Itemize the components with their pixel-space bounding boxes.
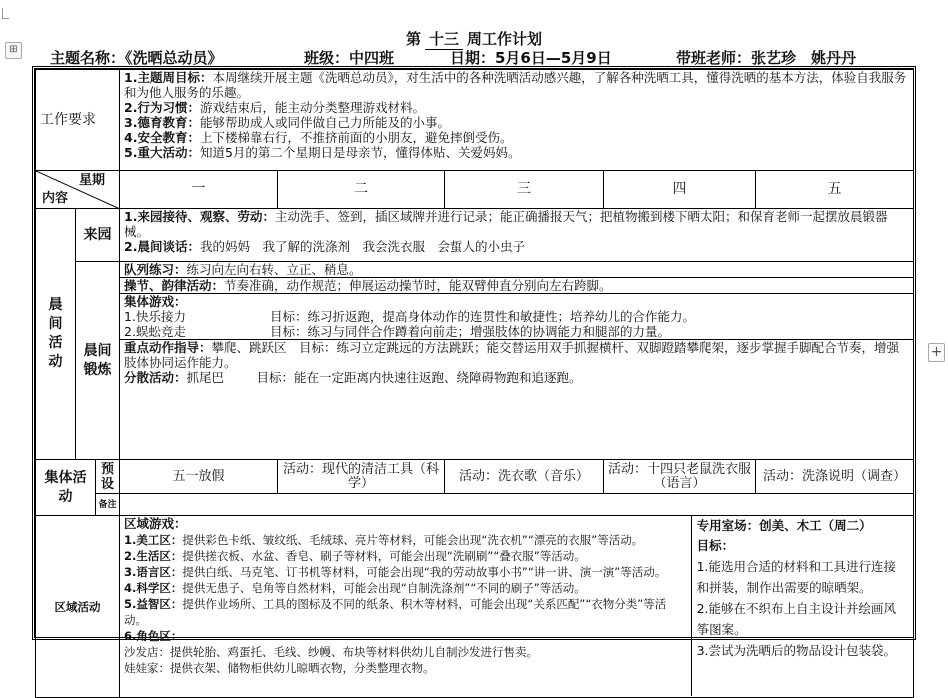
activity-tue: 活动：现代的清洁工具（科学）: [278, 460, 445, 494]
exercise-label: 晨间锻炼: [76, 262, 120, 460]
group-activity-label: 集体活动: [36, 460, 96, 516]
arrival-content: 1.来园接待、观察、劳动：主动洗手、签到，插区域牌并进行记录；能正确播报天气；把植物搬到楼下晒太阳；和保育老师一起摆放晨锻器械。 2.晨间谈话：我的妈妈 我了解的洗涤剂 我会洗衣服 会蜇人的小虫子: [120, 209, 914, 262]
activity-thu: 活动：十四只老鼠洗衣服（语言）: [604, 460, 756, 494]
teachers: 带班老师：张艺珍 姚丹丹: [676, 49, 857, 67]
morning-label: 晨间活动: [36, 209, 76, 460]
arrival-label: 来园: [76, 209, 120, 262]
note-label: 备注: [96, 494, 120, 516]
day-fri: 五: [756, 171, 914, 209]
arrival-row: [36, 209, 914, 262]
add-row-icon[interactable]: +: [928, 343, 945, 362]
activity-mon: 五一放假: [120, 460, 278, 494]
day-tue: 二: [278, 171, 445, 209]
preset-label: 预设: [96, 460, 120, 494]
area-activity-label: 区域活动: [36, 516, 120, 698]
move-handle-icon[interactable]: ⊞: [5, 42, 22, 59]
class-name: 班级：中四班: [304, 49, 395, 67]
requirements-label: 工作要求: [36, 70, 120, 171]
group-note-row: [36, 494, 914, 516]
activity-fri: 活动：洗涤说明（调查）: [756, 460, 914, 494]
date-range: 日期：5月6日—5月9日: [450, 49, 612, 67]
day-thu: 四: [604, 171, 756, 209]
weekday-diagonal-cell: 星期 内容: [36, 171, 120, 209]
day-mon: 一: [120, 171, 278, 209]
group-activity-row: [36, 460, 914, 494]
page-title: 第 十三 周工作计划: [405, 30, 543, 48]
theme-name: 主题名称：《洗晒总动员》: [50, 49, 223, 67]
requirements-row: [36, 70, 914, 171]
exercise-row: [36, 262, 914, 460]
weekday-header-row: [36, 171, 914, 209]
note-content: [120, 494, 914, 516]
plan-table: [32, 66, 916, 675]
activity-wed: 活动：洗衣歌（音乐）: [445, 460, 604, 494]
area-activity-row: [36, 516, 914, 698]
day-wed: 三: [445, 171, 604, 209]
area-activity-content: 区域游戏： 1.美工区：提供彩色卡纸、皱纹纸、毛绒球、亮片等材料，可能会出现“洗衣机”“漂亮的衣服”等活动。 2.生活区：提供搓衣板、水盆、香皂、刷子等材料，可能会出现“洗刷刷”“叠衣服”等活动。 3.语言区：提供白纸、马克笔、订书机等材料，可能会出现“我的劳动故事小书”“讲一讲、演一演”等活动。 4.科学区：提供无患子、皂角等自然材料，可能会出现“自制洗涤剂”“不同的刷子”等活动。 5.益智区：提供作业场所、工具的图标及不同的纸条、积木等材料，可能会出现“关系匹配”“衣物分类”等活动。 6.角色区： 沙发店：提供轮胎、鸡蛋托、毛线、纱幔、布块等材料供幼儿自制沙发进行售卖。 娃娃家：提供衣架、储物柜供幼儿晾晒衣物，分类整理衣物。 专用室场：创美、木工（周二） 目标： 1.能选用合适的材料和工具进行连接和拼装，制作出需要的晾晒架。 2.能够在不织布上自主设计并绘画风筝图案。 3.尝试为洗晒后的物品设计包装袋。: [120, 516, 914, 698]
exercise-content: 队列练习：练习向左向右转、立正、稍息。 操节、韵律活动：节奏准确，动作规范；伸展运动操节时，能双臂伸直分别向左右跨脚。 集体游戏： 1.快乐接力 目标：练习折返跑，提高身体动作的连贯性和敏捷性；培养幼儿的合作能力。 2.蜈蚣竞走 目标：练习与同伴合作蹲着向前走；增强肢体的协调能力和腿部的力量。 重点动作指导：攀爬、跳跃区 目标：练习立定跳远的方法跳跃；能交替运用双手抓握横杆、双脚蹬踏攀爬架，逐步掌握手脚配合节奏，增强肢体协同运作能力。 分散活动：抓尾巴 目标：能在一定距离内快速往返跑、绕障碍物跑和追逐跑。: [120, 262, 914, 460]
requirements-content: 1.主题周目标：本周继续开展主题《洗晒总动员》，对生活中的各种洗晒活动感兴趣，了解各种洗晒工具，懂得洗晒的基本方法，体验自我服务和为他人服务的乐趣。 2.行为习惯：游戏结束后，能主动分类整理游戏材料。 3.德育教育：能够帮助成人或同伴做自己力所能及的小事。 4.安全教育：上下楼梯靠右行，不推挤前面的小朋友，避免摔倒受伤。 5.重大活动：知道5月的第二个星期日是母亲节，懂得体贴、关爱妈妈。: [120, 70, 914, 171]
page-corner-mark: [2, 8, 9, 19]
special-room-head: 专用室场：创美、木工（周二）: [696, 518, 872, 533]
week-number: 十三: [425, 28, 463, 50]
